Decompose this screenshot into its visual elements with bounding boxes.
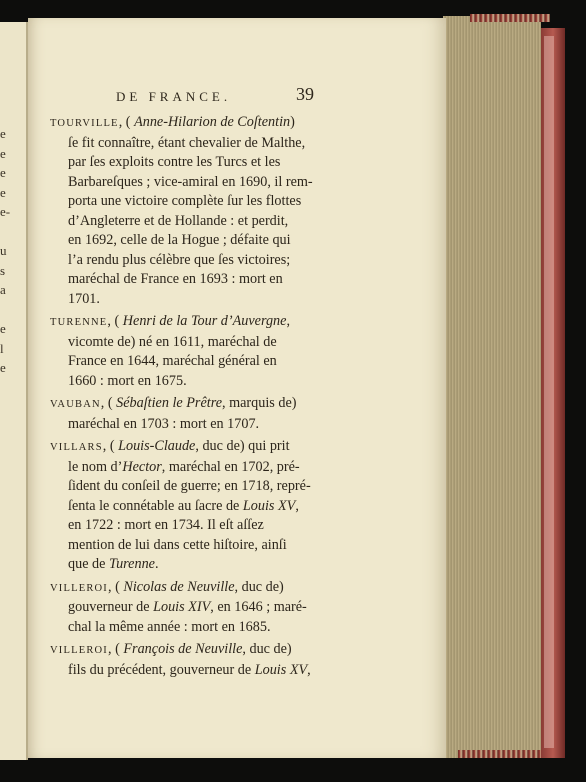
entry-name: TURENNE — [50, 317, 108, 328]
entry-line — [50, 134, 322, 154]
entry-text: ſident du conſeil de guerre; en 1718, repré- — [68, 478, 311, 494]
italic-text: Louis XV — [242, 497, 296, 514]
left-fragment: u — [0, 243, 7, 258]
italic-text: Anne-Hilarion de Coſtentin — [134, 114, 291, 130]
left-fragment — [0, 300, 14, 320]
entry-text: , ( — [108, 578, 124, 595]
italic-text: Sébaſtien le Prêtre — [116, 395, 222, 411]
entry-text: , ( — [102, 438, 119, 454]
entry-line — [50, 516, 322, 536]
entry-text: , maréchal en 1702, pré- — [161, 458, 300, 475]
entry-text: , duc de) qui prit — [195, 438, 290, 454]
entry-text: chal la même année : mort en 1685. — [68, 618, 271, 635]
italic-text: Turenne — [108, 556, 155, 572]
entry-text: par ſes exploits contre les Turcs et les — [68, 154, 281, 170]
entry-line — [50, 458, 322, 478]
entry-line — [50, 536, 322, 556]
entry-line — [50, 333, 322, 353]
entry-text: , — [286, 313, 290, 329]
entry-tourville — [50, 113, 322, 309]
left-fragment: e- — [0, 204, 11, 219]
entry-name: VILLARS — [50, 442, 103, 453]
left-fragment: e — [0, 321, 6, 336]
entry-name: VILLEROI — [50, 582, 109, 594]
entry-line — [50, 477, 322, 497]
entry-text: , duc de) — [242, 641, 292, 657]
entry-text: maréchal en 1703 : mort en 1707. — [68, 415, 260, 432]
entry-text: 1660 : mort en 1675. — [68, 372, 187, 389]
entry-line — [50, 555, 322, 575]
entry-name: TOURVILLE — [50, 118, 119, 129]
entry-vauban — [50, 394, 322, 434]
entry-text: d’Angleterre et de Hollande : et perdit, — [68, 212, 289, 229]
entry-text: ſe fit connaître, étant chevalier de Malthe, — [68, 134, 306, 151]
entry-text: France en 1644, maréchal général en — [68, 353, 277, 369]
entry-line — [50, 394, 322, 415]
entry-line — [50, 578, 322, 599]
marbled-edge-top — [470, 14, 550, 22]
cover-lining — [544, 36, 554, 748]
left-fragment: e — [0, 165, 6, 180]
entry-line — [50, 661, 322, 681]
entry-text: , marquis de) — [222, 395, 297, 411]
entry-text: , — [295, 497, 299, 514]
entry-line — [50, 192, 322, 212]
entry-line — [50, 437, 322, 458]
entry-line — [50, 352, 322, 372]
entry-text: , ( — [100, 395, 117, 411]
entry-text: mention de lui dans cette hiſtoire, ainſi — [68, 536, 287, 553]
left-fragment: e — [0, 184, 6, 200]
running-head: DE FRANCE. — [116, 89, 232, 104]
entry-text: ) — [290, 114, 295, 130]
entry-line — [50, 372, 322, 392]
entry-text: porta une victoire complète ſur les flottes — [68, 193, 302, 209]
entry-villeroi — [50, 640, 322, 680]
entry-text: en 1692, celle de la Hogue ; défaite qui — [68, 232, 291, 248]
italic-text: Louis-Claude — [118, 438, 196, 454]
italic-text: Louis XV — [254, 661, 308, 678]
entry-text: , — [307, 661, 311, 678]
entry-villars — [50, 437, 322, 575]
left-fragment: e — [0, 126, 6, 141]
entry-text: , ( — [107, 313, 123, 329]
entry-text: , en 1646 ; maré- — [210, 599, 307, 615]
left-fragment: l — [0, 340, 4, 356]
entry-text: ſenta le connétable au ſacre de — [68, 497, 243, 514]
entry-line — [50, 415, 322, 435]
entry-text: en 1722 : mort en 1734. Il eſt aſſez — [68, 517, 264, 533]
entry-name: VAUBAN — [50, 399, 101, 410]
italic-text: Nicolas de Neuville — [123, 578, 235, 595]
left-fragment: e — [0, 360, 6, 375]
entry-text: vicomte de) né en 1611, maréchal de — [68, 333, 277, 350]
italic-text: Hector — [122, 458, 162, 475]
entry-line — [50, 640, 322, 661]
left-fragment: s — [0, 262, 6, 278]
entry-line — [50, 113, 322, 134]
italic-text: Louis XIV — [153, 599, 211, 615]
entry-text: gouverneur de — [68, 599, 154, 615]
page-block-edge — [443, 16, 541, 758]
entry-line — [50, 212, 322, 232]
left-fragment — [0, 222, 14, 242]
entry-line — [50, 312, 322, 333]
entry-list — [50, 113, 322, 683]
entry-line — [50, 497, 322, 517]
entry-line — [50, 290, 322, 310]
entry-text: fils du précédent, gouverneur de — [68, 661, 255, 678]
entry-line — [50, 618, 322, 638]
entry-text: , ( — [108, 641, 124, 657]
italic-text: François de Neuville — [123, 641, 243, 657]
entry-text: 1701. — [68, 290, 100, 307]
entry-text: Barbareſques ; vice-amiral en 1690, il rem- — [68, 173, 313, 190]
left-fragment: a — [0, 282, 6, 297]
left-fragment: e — [0, 145, 6, 161]
entry-text: que de — [68, 556, 109, 572]
entry-line — [50, 153, 322, 173]
entry-villeroi — [50, 578, 322, 638]
entry-line — [50, 270, 322, 290]
entry-turenne — [50, 312, 322, 391]
page-number: 39 — [296, 84, 314, 104]
marbled-edge-bottom — [458, 750, 550, 758]
entry-text: le nom d’ — [68, 458, 123, 475]
entry-text: l’a rendu plus célèbre que ſes victoires; — [68, 251, 291, 268]
italic-text: Henri de la Tour d’Auvergne — [122, 313, 287, 329]
entry-line — [50, 231, 322, 251]
left-page-fragments — [0, 124, 14, 378]
entry-text: maréchal de France en 1693 : mort en — [68, 271, 283, 287]
entry-line — [50, 173, 322, 193]
entry-text: , duc de) — [234, 578, 284, 595]
entry-line — [50, 598, 322, 618]
entry-name: VILLEROI — [50, 645, 109, 656]
entry-text: , ( — [118, 114, 135, 130]
entry-text: . — [154, 556, 159, 572]
entry-line — [50, 251, 322, 271]
